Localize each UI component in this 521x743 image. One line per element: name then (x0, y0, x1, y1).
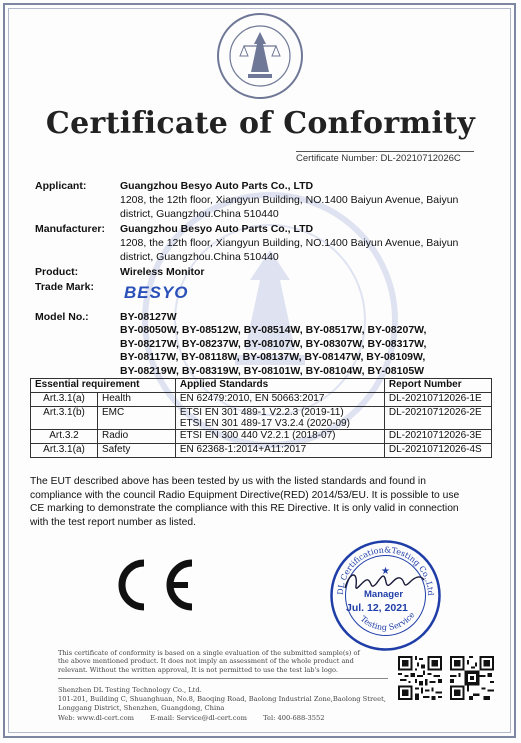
table-row (31, 430, 492, 444)
header-report-number: Report Number (384, 379, 491, 393)
compliance-statement (30, 475, 500, 529)
model-list (120, 311, 426, 378)
disclaimer (58, 649, 388, 679)
article-cell: Art.3.2 (31, 430, 98, 444)
requirement-cell: Health (98, 393, 176, 407)
company-address-2: Longgang District, Shenzhen, Guangdong, China (58, 703, 225, 712)
company-name: Shenzhen DL Testing Technology Co., Ltd. (58, 686, 202, 694)
company-address-1: 101-201, Building C, Shuanghuan, No.8, Baoqing Road, Baolong Industrial Zone,Baolong Street, (58, 694, 386, 703)
manufacturer-address-1: 1208, the 12th floor, Xiangyun Building, NO.1400 Baiyun Avenue, Baiyun (120, 237, 459, 249)
certificate-number: Certificate Number: DL-20210712026C (296, 151, 474, 164)
model-line: BY-08217W, BY-08237W, BY-08107W, BY-08307W, BY-08317W, (120, 337, 427, 350)
svg-text:★: ★ (381, 566, 390, 577)
manufacturer-name: Guangzhou Besyo Auto Parts Co., LTD (120, 223, 314, 235)
phone-number: Tel: 400-688-3552 (263, 714, 325, 722)
statement-line: with the test report number as listed. (30, 516, 196, 528)
disclaimer-line: the above mentioned product. It does not imply an assessment of the whole product and (58, 657, 354, 666)
qr-code-icon[interactable] (398, 656, 442, 700)
table-row (31, 444, 492, 458)
report-cell: DL-20210712026-3E (384, 430, 491, 444)
article-cell: Art.3.1(b) (31, 407, 98, 430)
standard-line: ETSI EN 301 489-1 V2.2.3 (2019-11) (179, 407, 344, 418)
ce-mark-icon (100, 555, 200, 615)
report-cell: DL-20210712026-1E (384, 393, 491, 407)
brand-text: BESYO (124, 283, 189, 301)
stamp-bottom-text: Testing Service (358, 610, 417, 633)
requirement-cell: Safety (98, 444, 176, 458)
report-cell: DL-20210712026-2E (384, 407, 491, 430)
deelay-logo-icon (216, 12, 304, 100)
manufacturer-label: Manufacturer: (35, 223, 106, 235)
article-cell: Art.3.1(a) (31, 444, 98, 458)
disclaimer-line: relevant. Without the written approval, It is not permitted to use the test lab's logo. (58, 665, 339, 674)
model-line: BY-08117W, BY-08118W, BY-08137W, BY-08147W, BY-08109W, (120, 351, 426, 364)
lab-company-info (58, 686, 398, 712)
table-header-row (31, 379, 492, 393)
model-line: BY-08050W, BY-08512W, BY-08514W, BY-08517W, BY-08207W, (120, 324, 427, 337)
manager-title: Manager (364, 589, 404, 600)
applicant-address-2: district, Guangzhou.China 510440 (120, 208, 279, 220)
email-link[interactable]: E-mail: Service@dl-cert.com (150, 714, 247, 722)
qr-code-logo-icon[interactable] (450, 656, 494, 700)
disclaimer-line: This certificate of conformity is based on a single evaluation of the submitted sample(s) of (58, 649, 360, 657)
standards-cell: EN 62479:2010, EN 50663:2017 (175, 393, 384, 407)
standards-cell (175, 407, 384, 430)
product-label: Product: (35, 266, 79, 278)
report-cell: DL-20210712026-4S (384, 444, 491, 458)
standard-line: ETSI EN 301 489-17 V3.2.4 (2020-09) (179, 418, 350, 429)
standards-cell: ETSI EN 300 440 V2.2.1 (2018-07) (175, 430, 384, 444)
header-essential-requirement: Essential requirement (31, 379, 176, 393)
issue-date: Jul. 12, 2021 (346, 602, 408, 614)
table-row (31, 407, 492, 430)
applicant-label: Applicant: (35, 180, 87, 192)
model-line: BY-08219W, BY-08319W, BY-08101W, BY-08104W, BY-08105W (120, 364, 425, 377)
standards-cell: EN 62368-1:2014+A11:2017 (175, 444, 384, 458)
table-row (31, 393, 492, 407)
besyo-brand-logo (124, 283, 196, 301)
header-applied-standards: Applied Standards (175, 379, 384, 393)
applicant-address-1: 1208, the 12th floor, Xiangyun Building, NO.1400 Baiyun Avenue, Baiyun (120, 194, 459, 206)
article-cell: Art.3.1(a) (31, 393, 98, 407)
model-label: Model No.: (35, 311, 89, 323)
website-link[interactable]: Web: www.dl-cert.com (58, 714, 134, 722)
applicant-name: Guangzhou Besyo Auto Parts Co., LTD (120, 180, 314, 192)
standards-table (30, 378, 492, 458)
statement-line: compliance with the council Radio Equipment Directive(RED) 2014/53/EU. It is possible to use (30, 489, 460, 501)
statement-line: CE marking to demonstrate the compliance with this RE Directive. It is only valid in connection (30, 503, 459, 514)
page-title: Certificate of Conformity (45, 106, 476, 141)
contact-info (58, 714, 339, 722)
product-value: Wireless Monitor (120, 266, 205, 278)
stamp-ring-text: DL Certification&Testing Co.,Ltd (335, 545, 436, 596)
requirement-cell: EMC (98, 407, 176, 430)
requirement-cell: Radio (98, 430, 176, 444)
model-line: BY-08127W (120, 311, 177, 323)
manufacturer-address-2: district, Guangzhou.China 510440 (120, 251, 279, 263)
statement-line: The EUT described above has been tested by us with the listed standards and found in (30, 476, 426, 487)
trade-mark-label: Trade Mark: (35, 281, 94, 293)
